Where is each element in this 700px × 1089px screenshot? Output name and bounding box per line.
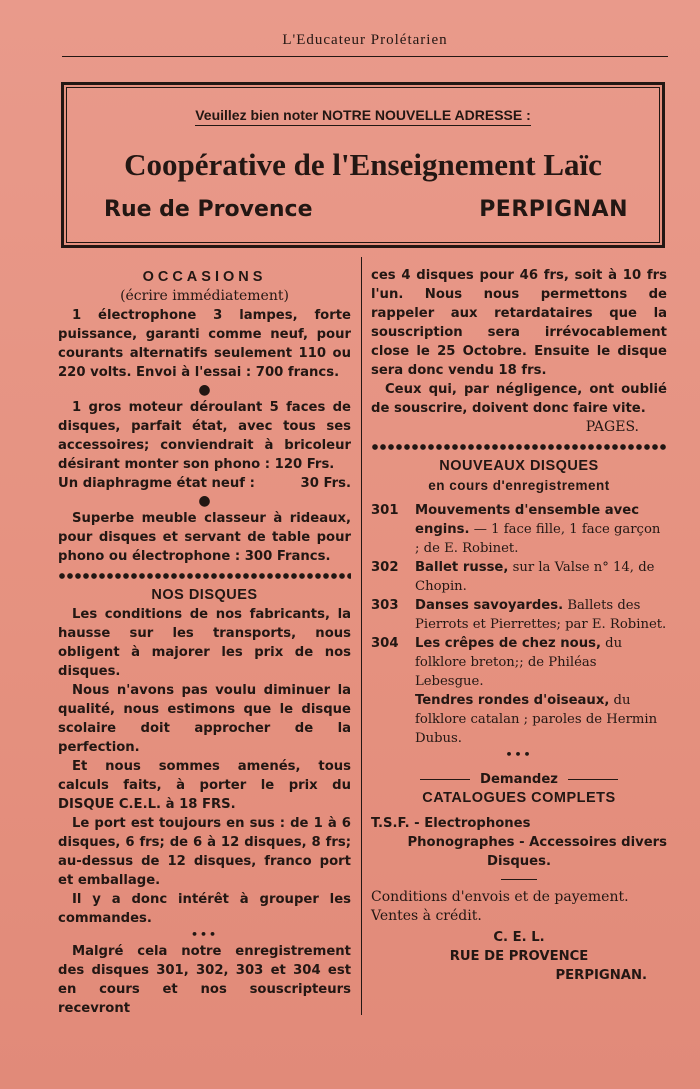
occasion-item-meuble: Superbe meuble classeur à rideaux, pour disques et servant de table pour phono ou électrophone : 300 Francs. [58,511,351,564]
disc-number: 302 [371,560,399,575]
disc-title: Ballet russe, [415,560,509,575]
disc-entry [371,634,667,691]
left-column [58,268,351,1018]
wave-divider [371,443,667,451]
occasion-item-moteur: 1 gros moteur déroulant 5 faces de disques, parfait état, avec tous ses accessoires; conviendrait à bricoleur désirant monter son phono : 120 Frs. [58,400,351,472]
disc-number: 303 [371,598,399,613]
paragraph: Les conditions de nos fabricants, la hausse sur les transports, nous obligent à majorer les prix de nos disques. [58,607,351,679]
demandez-line [371,770,667,789]
occasions-title: OCCASIONS [142,269,267,285]
stars-separator: ••• [190,928,219,941]
short-rule [501,879,537,880]
nos-disques-title: NOS DISQUES [151,587,258,603]
disc-title: Mouvements d'ensemble avec engins. [415,503,640,537]
catalogue-line-tsf: T.S.F. - Electrophones [371,816,531,831]
catalogues-title: CATALOGUES COMPLETS [422,790,616,806]
occasions-subtitle: (écrire immédiatement) [120,288,289,304]
cel-label: C. E. L. [493,930,545,945]
cooperative-name: Coopérative de l'Enseignement Laïc [124,147,602,182]
disc-description: du folklore breton;; de Philéas Lebesgue. [415,636,623,689]
nouveaux-disques-title: NOUVEAUX DISQUES [439,458,599,474]
column-divider [361,257,362,1015]
paragraph: Il y a donc intérêt à grouper les commandes. [58,892,351,926]
disc-description: du folklore catalan ; paroles de Hermin Dubus. [415,693,658,746]
address-street: Rue de Provence [104,197,313,222]
paragraph: Et nous sommes amenés, tous calculs faits, à porter le prix du DISQUE C.E.L. à 18 FRS. [58,759,351,812]
disc-description: Ballets des Pierrots et Pierrettes; par E. Robinet. [415,598,667,632]
conditions-text: Conditions d'envois et de payement. [371,889,629,905]
disc-entry [371,501,667,558]
disc-entry [371,596,667,634]
bullet-separator: ● [198,493,211,509]
occasion-item-diaphragme [58,474,351,493]
paragraph: ces 4 disques pour 46 frs, soit à 10 frs l'un. Nous nous permettons de rappeler aux retardataires que la souscription sera irrévocablement close le 25 Octobre. Ensuite le disque sera donc vendu 18 frs. [371,268,667,378]
address-note: Veuillez bien noter NOTRE NOUVELLE ADRESSE : [195,107,531,126]
disc-title: Les crêpes de chez nous, [415,636,601,651]
ventes-text: Ventes à crédit. [371,908,482,924]
address-box [61,82,665,248]
header-rule [62,56,668,57]
disc-entry [371,558,667,596]
bullet-separator: ● [198,382,211,398]
signature: PAGES. [585,419,639,435]
paragraph: Malgré cela notre enregistrement des disques 301, 302, 303 et 304 est en cours et nos souscripteurs recevront [58,944,351,1016]
address-ville: PERPIGNAN. [555,968,647,983]
disc-title: Danses savoyardes. [415,598,564,613]
catalogue-line-disques: Disques. [487,854,551,869]
demandez-label: Demandez [480,772,558,787]
catalogue-line-phonographes: Phonographes - Accessoires divers [407,835,667,850]
diaphragme-price: 30 Frs. [300,476,351,491]
disc-title: Tendres rondes d'oiseaux, [415,693,610,708]
disc-number [371,691,415,748]
occasion-item-electrophone: 1 électrophone 3 lampes, forte puissance, garanti comme neuf, pour courants alternatifs seulement 110 ou 220 volts. Envoi à l'essai : 700 francs. [58,308,351,380]
address-city: PERPIGNAN [479,197,628,222]
paragraph: Ceux qui, par négligence, ont oublié de souscrire, doivent donc faire vite. [371,382,667,416]
disc-number: 301 [371,503,399,518]
nouveaux-disques-subtitle: en cours d'enregistrement [428,478,610,493]
disc-description: — 1 face fille, 1 face garçon ; de E. Robinet. [415,522,661,556]
paragraph: Nous n'avons pas voulu diminuer la qualité, nous estimons que le disque scolaire doit approcher de la perfection. [58,683,351,755]
disc-entry [371,691,667,748]
disc-number: 304 [371,636,399,651]
disc-description: sur la Valse n° 14, de Chopin. [415,560,655,594]
running-head: L'Educateur Prolétarien [282,32,448,48]
address-rue: RUE DE PROVENCE [449,949,589,964]
right-column [371,268,667,985]
stars-separator: ••• [505,748,533,761]
paragraph: Le port est toujours en sus : de 1 à 6 disques, 6 frs; de 6 à 12 disques, 8 frs; au-dessus de 12 disques, franco port et emballage. [58,816,351,888]
wave-divider [58,572,351,580]
diaphragme-label: Un diaphragme état neuf : [58,476,255,491]
